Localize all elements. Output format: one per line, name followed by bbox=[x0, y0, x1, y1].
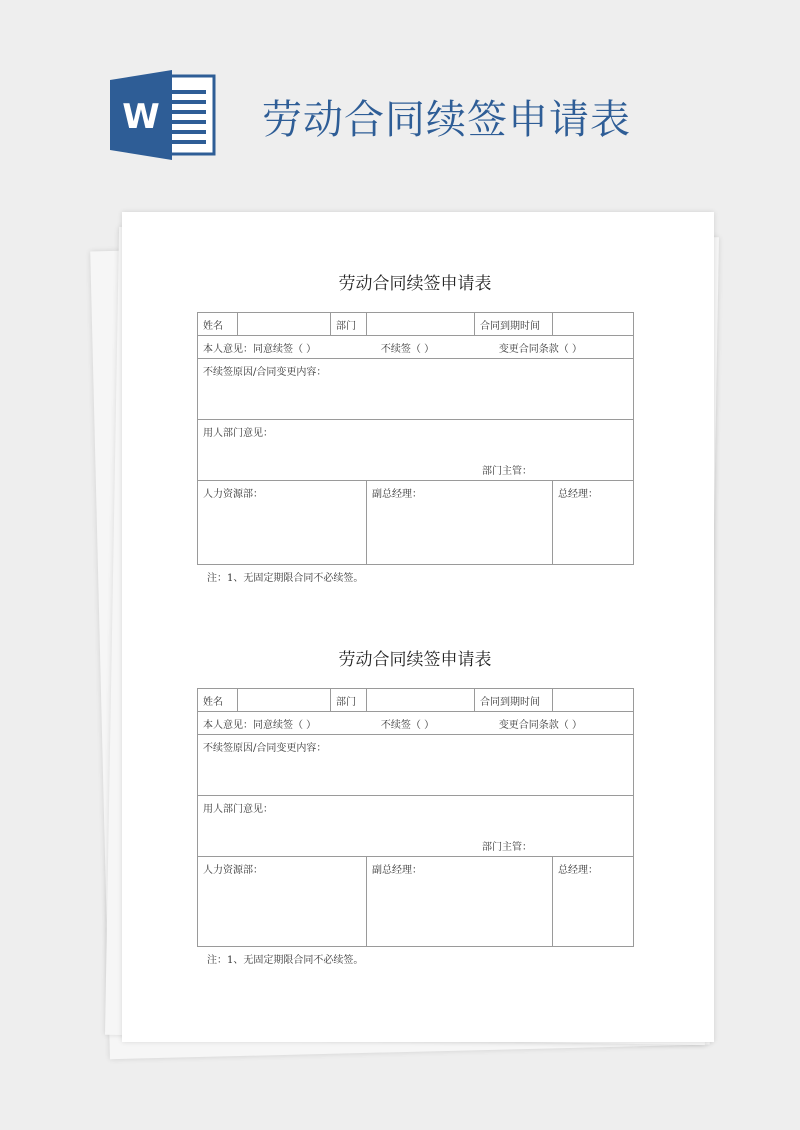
name-field[interactable] bbox=[238, 313, 331, 336]
expire-field[interactable] bbox=[553, 689, 634, 712]
opinion-label: 本人意见： bbox=[203, 719, 253, 731]
header bbox=[0, 0, 800, 200]
dept-supervisor-label: 部门主管： bbox=[482, 466, 532, 477]
hr-label: 人力资源部： bbox=[203, 865, 263, 876]
form-block bbox=[197, 272, 633, 584]
reason-cell[interactable] bbox=[198, 359, 634, 420]
form-block bbox=[197, 648, 633, 966]
form-row-reason bbox=[198, 359, 634, 420]
form-row-basic bbox=[198, 313, 634, 336]
not-renew-option[interactable]: 不续签（ ） bbox=[380, 719, 435, 731]
document-page bbox=[122, 212, 714, 1042]
dept-supervisor-label: 部门主管： bbox=[482, 842, 532, 853]
name-label: 姓名 bbox=[198, 689, 238, 712]
dept-label: 部门 bbox=[331, 689, 367, 712]
vgm-label: 副总经理： bbox=[372, 865, 422, 876]
expire-label: 合同到期时间 bbox=[475, 689, 553, 712]
opinion-cell bbox=[198, 336, 634, 359]
form-title: 劳动合同续签申请表 bbox=[338, 650, 492, 670]
name-field[interactable] bbox=[238, 689, 331, 712]
form-note: 注：1、无固定期限合同不必续签。 bbox=[207, 955, 364, 966]
form-row-approval bbox=[198, 857, 634, 947]
gm-cell[interactable] bbox=[553, 481, 634, 565]
reason-label: 不续签原因/合同变更内容： bbox=[203, 743, 327, 754]
form-row-reason bbox=[198, 735, 634, 796]
form-row-dept-opinion bbox=[198, 420, 634, 481]
form-row-dept-opinion bbox=[198, 796, 634, 857]
form-table bbox=[197, 312, 634, 565]
form-row-basic bbox=[198, 689, 634, 712]
dept-opinion-label: 用人部门意见： bbox=[203, 428, 273, 439]
not-renew-option[interactable]: 不续签（ ） bbox=[380, 343, 435, 355]
expire-label: 合同到期时间 bbox=[475, 313, 553, 336]
gm-label: 总经理： bbox=[558, 865, 598, 876]
hr-cell[interactable] bbox=[198, 857, 367, 947]
reason-label: 不续签原因/合同变更内容： bbox=[203, 367, 327, 378]
expire-field[interactable] bbox=[553, 313, 634, 336]
hr-label: 人力资源部： bbox=[203, 489, 263, 500]
change-option[interactable]: 变更合同条款（ ） bbox=[498, 719, 582, 731]
form-row-approval bbox=[198, 481, 634, 565]
header-title: 劳动合同续签申请表 bbox=[262, 97, 631, 143]
agree-option[interactable]: 同意续签（ ） bbox=[253, 719, 317, 731]
reason-cell[interactable] bbox=[198, 735, 634, 796]
vgm-cell[interactable] bbox=[367, 857, 553, 947]
dept-opinion-cell[interactable] bbox=[198, 420, 634, 481]
name-label: 姓名 bbox=[198, 313, 238, 336]
dept-field[interactable] bbox=[367, 313, 475, 336]
form-table bbox=[197, 688, 634, 947]
word-icon bbox=[108, 70, 218, 160]
vgm-cell[interactable] bbox=[367, 481, 553, 565]
dept-opinion-label: 用人部门意见： bbox=[203, 804, 273, 815]
word-logo-letter: W bbox=[122, 97, 160, 137]
dept-opinion-cell[interactable] bbox=[198, 796, 634, 857]
hr-cell[interactable] bbox=[198, 481, 367, 565]
dept-label: 部门 bbox=[331, 313, 367, 336]
change-option[interactable]: 变更合同条款（ ） bbox=[498, 343, 582, 355]
dept-field[interactable] bbox=[367, 689, 475, 712]
form-note: 注：1、无固定期限合同不必续签。 bbox=[207, 573, 364, 584]
opinion-cell bbox=[198, 712, 634, 735]
agree-option[interactable]: 同意续签（ ） bbox=[253, 343, 317, 355]
gm-label: 总经理： bbox=[558, 489, 598, 500]
form-row-opinion bbox=[198, 336, 634, 359]
form-row-opinion bbox=[198, 712, 634, 735]
form-title: 劳动合同续签申请表 bbox=[338, 274, 492, 294]
opinion-label: 本人意见： bbox=[203, 343, 253, 355]
gm-cell[interactable] bbox=[553, 857, 634, 947]
vgm-label: 副总经理： bbox=[372, 489, 422, 500]
